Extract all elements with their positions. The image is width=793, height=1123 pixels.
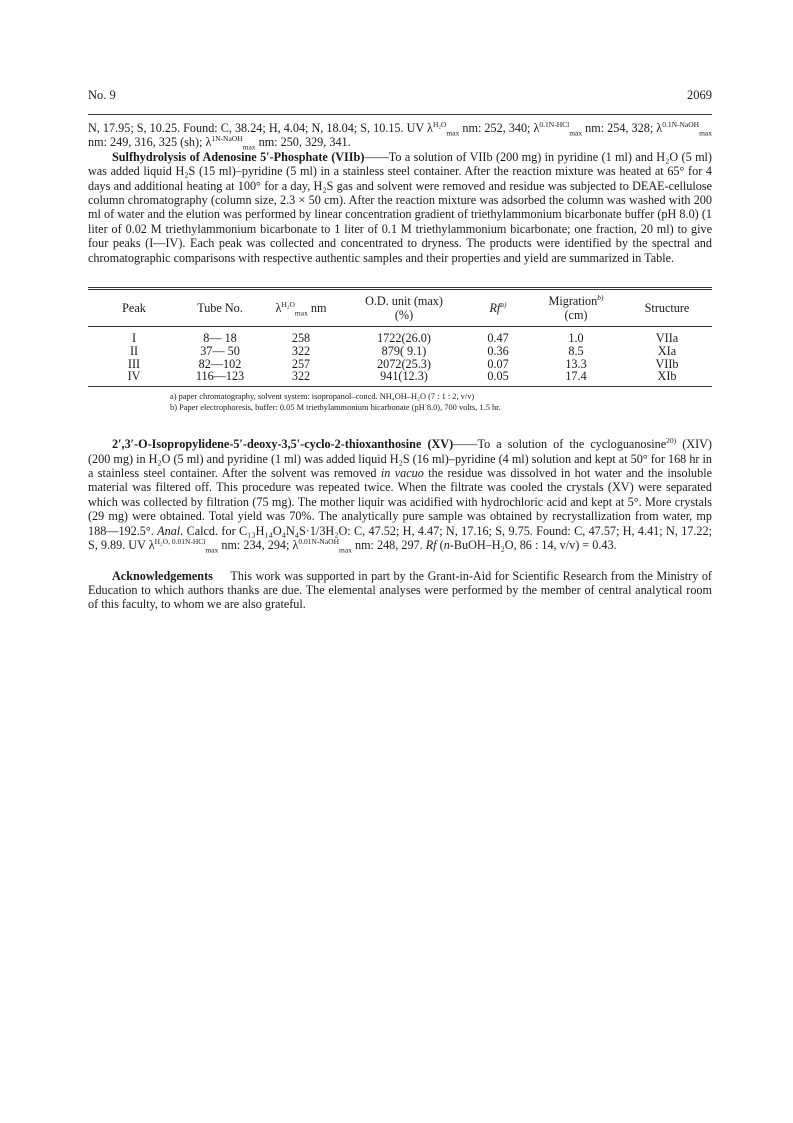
table-row: I 8— 18 258 1722(26.0) 0.47 1.0 VIIa <box>131 331 679 346</box>
page-number: 2069 <box>687 88 712 102</box>
running-header <box>88 88 712 110</box>
sulfhydrolysis-paragraph: Sulfhydrolysis of Adenosine 5′-Phosphate (VIIb)——To a solution of VIIb (200 mg) in pyridine (1 ml) and H₂O (5 ml) was added liquid H₂S (15 ml)–pyridine (5 ml) in a stainless steel container. After the reaction mixture was heated at 65° for 4 days and additional heating at 100° for a day, H₂S gas and solvent were removed and residue was subjected to DEAE-cellulose column chromatography (column size, 2.3 × 50 cm). After the reaction mixture was adsorbed the column was washed with 200 ml of water and the elution was performed by linear concentration gradient of triethylammonium bicarbonate buffer (pH 8.0) (1 liter of 0.02 M triethylammonium bicarbonate to 1 liter of 0.1 M triethylammonium bicarbonate; one fraction, 20 ml) to give four peaks (I—IV). Each peak was collected and concentrated to dryness. The products were identified by the spectral and chromatographic comparisons with respective authentic samples and their properties and yield are summarized in Table. <box>88 149 712 265</box>
col-tube: Tube No. <box>197 301 243 316</box>
col-od: O.D. unit (max) (%) <box>365 294 443 323</box>
col-migration: Migration$^{b)}$ (cm) <box>548 293 604 323</box>
isopropylidene-paragraph: 2′,3′-O-Isopropylidene-5′-deoxy-3,5′-cyclo-2-thioxanthosine (XV)——To a solution of the cycloguanosine$^{20)}$ (XIV) (200 mg) in H₂O (5 ml) and pyridine (1 ml) was added liquid H₂S (16 ml)–pyridine (4 ml) solution and kept at 50° for 168 hr in a stainless steel container. After the solvent was removed in vacuo the residue was dissolved in hot water and the insoluble material was filtered off. This procedure was repeated twice. When the filtrate was cooled the crystals (XV) were separated which was collected by filtration (75 mg). The mother liquir was acidified with hydrochloric acid and kept at 5°. More crystals (29 mg) were obtained. Total yield was 70%. The analytically pure sample was obtained by recrystallization from water, mp 188—192.5°. Anal. Calcd. for C₁₃H₁₄O₄N₄S·1/3H₂O: C, 47.52; H, 4.47; N, 17.16; S, 9.75. Found: C, 47.57; H, 4.41; N, 17.22; S, 9.89. UV $\lambda^{H_2O, 0.01N-HCl}_{max}$ nm: 234, 294; $\lambda^{0.01N-NaOH}_{max}$ nm: 248, 297. Rf (n-BuOH–H₂O, 86 : 14, v/v) = 0.43. <box>88 436 713 555</box>
analysis-continuation: N, 17.95; S, 10.25. Found: C, 38.24; H, 4.04; N, 18.04; S, 10.15. UV $\lambda^{H_2O}_{max}$ nm: 252, 340; $\lambda^{0.1N-HCl}_{max}$ nm: 254, 328; $\lambda^{0.1N-NaOH}_{max}$ nm: 249, 316, 325 (sh); $\lambda^{1N-NaOH}_{max}$ nm: 250, 329, 341. <box>88 119 712 152</box>
header-rule <box>88 114 712 115</box>
acknowledgements-paragraph: Acknowledgements This work was supported in part by the Grant-in-Aid for Scientific Research from the Ministry of Education to which authors thanks are due. The elemental analyses were performed by the member of central analytical room of this faculty, to whom we are also grateful. <box>88 568 712 612</box>
footnote-a: a) paper chromatography, solvent system: isopropanol–concd. NH₄OH–H₂O (7 : 1 : 2, v/v) <box>170 392 475 402</box>
col-rf: Rf$^{a)}$ <box>489 300 507 316</box>
section-title: 2′,3′-O-Isopropylidene-5′-deoxy-3,5′-cyclo-2-thioxanthosine (XV) <box>112 437 454 452</box>
table-footnotes <box>170 391 712 413</box>
section-title: Sulfhydrolysis of Adenosine 5′-Phosphate (VIIb) <box>112 149 365 164</box>
table-row: II 37— 50 322 879( 9.1) 0.36 8.5 XIa <box>129 343 677 358</box>
footnote-b: b) Paper electrophoresis, buffer: 0.05 M triethylammonium bicarbonate (pH 8.0), 700 volts, 1.5 hr. <box>170 403 501 413</box>
page <box>88 88 712 612</box>
results-table <box>88 287 712 413</box>
table-row: III 82—102 257 2072(25.3) 0.07 13.3 VIIb <box>127 356 679 371</box>
table-row: IV 116—123 322 941(12.3) 0.05 17.4 XIb <box>127 369 677 384</box>
table-header-row <box>88 290 712 326</box>
table-bottom-rule <box>88 386 712 387</box>
col-lambda: $\lambda^{H_2O}_{max}$ nm <box>275 300 327 318</box>
issue-number: No. 9 <box>88 88 116 102</box>
col-peak: Peak <box>122 301 146 316</box>
col-structure: Structure <box>644 301 690 316</box>
ack-title: Acknowledgements <box>112 568 213 583</box>
